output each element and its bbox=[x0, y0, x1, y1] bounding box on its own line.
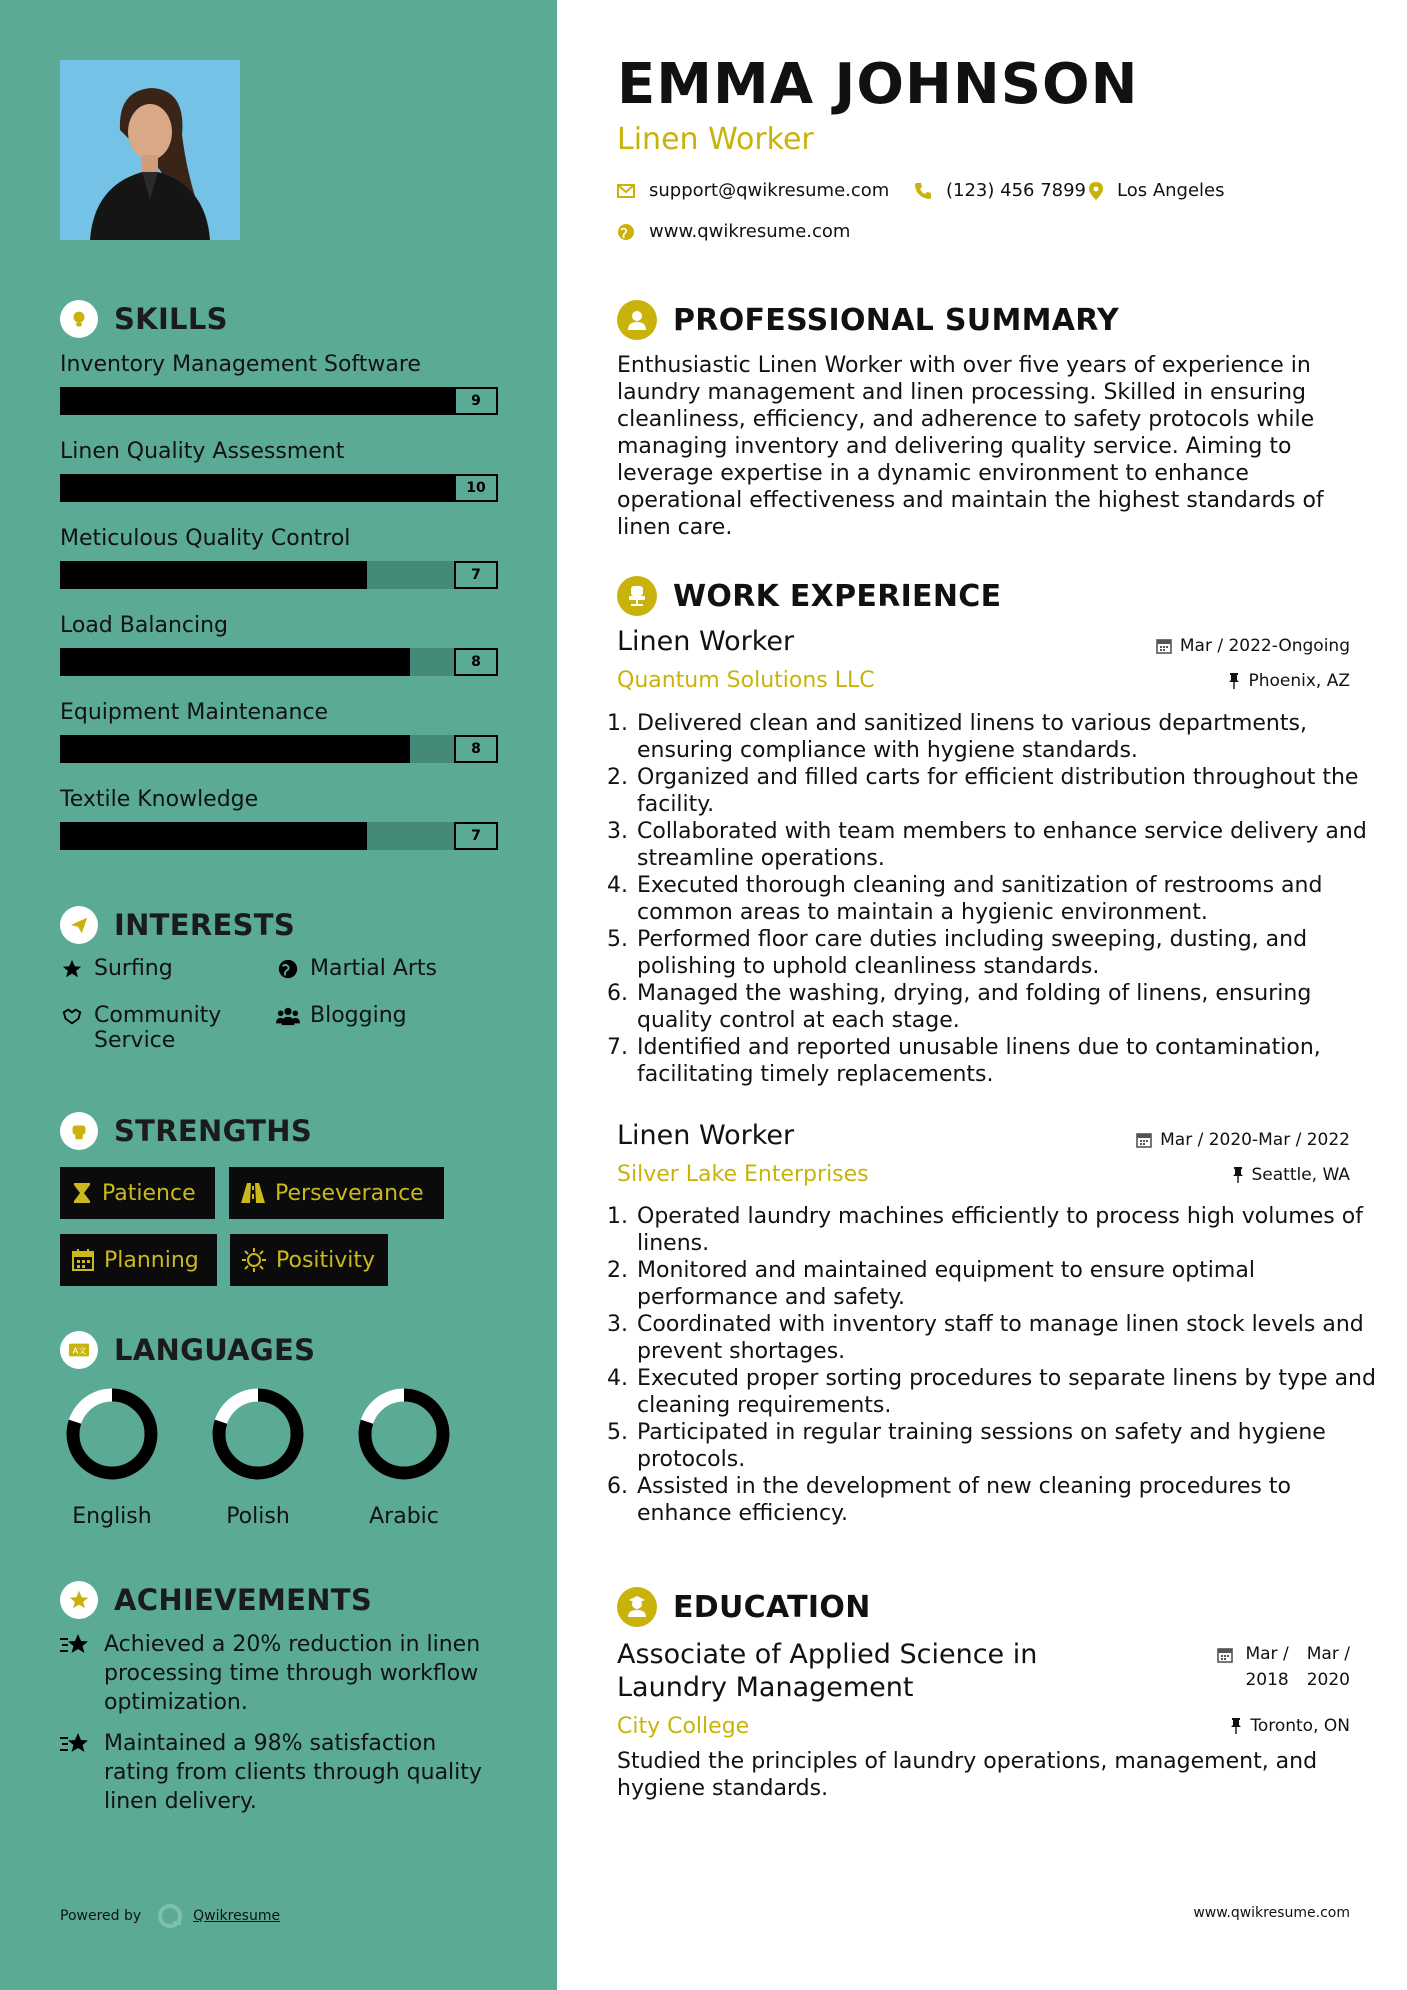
strength-chip bbox=[230, 1234, 388, 1286]
job-location bbox=[1228, 671, 1350, 691]
duty-item: 5. Performed floor care duties including sweeping, dusting, and polishing to uphold cleanliness standards. bbox=[635, 926, 1385, 980]
duty-item: 6. Assisted in the development of new cleaning procedures to enhance efficiency. bbox=[635, 1473, 1385, 1527]
interest-item bbox=[60, 956, 173, 981]
interest-label: Community Service bbox=[94, 1003, 222, 1053]
duty-item: 3. Coordinated with inventory staff to manage linen stock levels and prevent shortages. bbox=[635, 1311, 1385, 1365]
job-location-text: Seattle, WA bbox=[1251, 1165, 1350, 1185]
language-item bbox=[198, 1386, 318, 1529]
skill-name: Textile Knowledge bbox=[60, 787, 259, 812]
job-date bbox=[1156, 636, 1350, 656]
skill-name: Linen Quality Assessment bbox=[60, 439, 345, 464]
interest-label: Surfing bbox=[94, 956, 173, 981]
skill-bar-fill bbox=[60, 387, 454, 415]
main-content bbox=[557, 0, 1407, 1990]
handshake-icon bbox=[60, 1003, 84, 1027]
skills-header bbox=[60, 300, 228, 338]
pushpin-icon bbox=[1228, 673, 1240, 689]
email-text: support@qwikresume.com bbox=[649, 180, 890, 201]
skill-bar bbox=[60, 822, 498, 850]
company-name: Quantum Solutions LLC bbox=[617, 668, 875, 693]
skill-level: 7 bbox=[454, 561, 498, 589]
skill-item bbox=[60, 700, 498, 763]
summary-header bbox=[617, 300, 1119, 340]
paper-plane-icon bbox=[60, 906, 98, 944]
company-name: Silver Lake Enterprises bbox=[617, 1162, 869, 1187]
job-title: Linen Worker bbox=[617, 1120, 795, 1151]
skill-item bbox=[60, 787, 498, 850]
strength-chip bbox=[60, 1234, 217, 1286]
languages-header bbox=[60, 1331, 315, 1369]
language-ring bbox=[356, 1386, 452, 1482]
skill-name: Inventory Management Software bbox=[60, 352, 421, 377]
duty-item: 5. Participated in regular training sessions on safety and hygiene protocols. bbox=[635, 1419, 1385, 1473]
calendar-icon bbox=[1136, 1132, 1152, 1148]
language-item bbox=[344, 1386, 464, 1529]
education-end-month: Mar / bbox=[1306, 1644, 1350, 1664]
skill-bar bbox=[60, 561, 498, 589]
summary-title: PROFESSIONAL SUMMARY bbox=[673, 302, 1120, 338]
strengths-header bbox=[60, 1112, 312, 1150]
job-date-text: Mar / 2020-Mar / 2022 bbox=[1160, 1130, 1350, 1150]
phone-text: (123) 456 7899 bbox=[946, 180, 1087, 201]
skill-item bbox=[60, 439, 498, 502]
job-location bbox=[1232, 1165, 1351, 1185]
experience-header bbox=[617, 576, 1001, 616]
job-title: Linen Worker bbox=[617, 626, 795, 657]
skill-bar-fill bbox=[60, 648, 410, 676]
strength-chip bbox=[229, 1167, 444, 1219]
strength-label: Perseverance bbox=[275, 1180, 424, 1206]
phone-icon bbox=[914, 182, 932, 200]
skill-bar-fill bbox=[60, 735, 410, 763]
footer-powered bbox=[60, 1903, 280, 1929]
candidate-name: EMMA JOHNSON bbox=[617, 52, 1139, 117]
qwikresume-link[interactable]: Qwikresume bbox=[193, 1908, 281, 1924]
achievements-title: ACHIEVEMENTS bbox=[114, 1583, 373, 1617]
star-trophy-icon bbox=[60, 1729, 92, 1816]
experience-title: WORK EXPERIENCE bbox=[673, 578, 1002, 614]
duty-item: 7. Identified and reported unusable linens due to contamination, facilitating timely replacements. bbox=[635, 1034, 1385, 1088]
school-name: City College bbox=[617, 1714, 750, 1739]
strength-label: Positivity bbox=[276, 1247, 376, 1273]
language-ring bbox=[210, 1386, 306, 1482]
education-end-year: 2020 bbox=[1306, 1670, 1350, 1690]
job-location-text: Phoenix, AZ bbox=[1248, 671, 1350, 691]
candidate-role: Linen Worker bbox=[617, 122, 814, 157]
envelope-icon bbox=[617, 184, 635, 198]
website-text: www.qwikresume.com bbox=[649, 221, 851, 242]
svg-text:A文: A文 bbox=[72, 1345, 87, 1356]
road-icon bbox=[241, 1183, 265, 1203]
school-location bbox=[1230, 1716, 1350, 1736]
job-date bbox=[1136, 1130, 1350, 1150]
duty-item: 4. Executed thorough cleaning and sanitization of restrooms and common areas to maintain a hygienic environment. bbox=[635, 872, 1385, 926]
education-start bbox=[1245, 1641, 1288, 1693]
achievement-item bbox=[60, 1630, 500, 1717]
calendar-icon bbox=[72, 1249, 94, 1271]
duty-item: 4. Executed proper sorting procedures to separate linens by type and cleaning requirements. bbox=[635, 1365, 1385, 1419]
skill-bar bbox=[60, 648, 498, 676]
duty-item: 1. Operated laundry machines efficiently to process high volumes of linens. bbox=[635, 1203, 1385, 1257]
skill-item bbox=[60, 352, 498, 415]
skill-name: Meticulous Quality Control bbox=[60, 526, 351, 551]
skill-bar bbox=[60, 474, 498, 502]
interests-header bbox=[60, 906, 295, 944]
skill-bar-fill bbox=[60, 561, 367, 589]
user-icon bbox=[617, 300, 657, 340]
education-dates bbox=[1217, 1641, 1350, 1693]
profile-photo bbox=[60, 60, 240, 240]
users-icon bbox=[276, 1003, 300, 1027]
school-location-text: Toronto, ON bbox=[1250, 1716, 1350, 1736]
duty-item: 1. Delivered clean and sanitized linens to various departments, ensuring compliance with hygiene standards. bbox=[635, 710, 1385, 764]
calendar-icon bbox=[1156, 638, 1172, 654]
job-duties-list bbox=[610, 710, 1385, 1088]
star-trophy-icon bbox=[60, 1630, 92, 1717]
job-duties-list bbox=[610, 1203, 1385, 1527]
achievement-item bbox=[60, 1729, 500, 1816]
skill-bar-fill bbox=[60, 474, 498, 502]
interest-item bbox=[60, 1003, 260, 1053]
location-text: Los Angeles bbox=[1117, 180, 1225, 201]
graduate-icon bbox=[617, 1587, 657, 1627]
summary-text: Enthusiastic Linen Worker with over five years of experience in laundry management and linen processing. Skilled in ensuring cleanliness, efficiency, and adherence to safety protocols while managing inventory and delivering quality service. Aiming to leverage expertise in a dynamic environment to enhance operational effectiveness and maintain the highest standards of linen care. bbox=[617, 353, 1324, 540]
skill-level: 8 bbox=[454, 735, 498, 763]
interests-title: INTERESTS bbox=[114, 908, 296, 942]
duty-item: 6. Managed the washing, drying, and folding of linens, ensuring quality control at each stage. bbox=[635, 980, 1385, 1034]
globe-icon bbox=[617, 223, 635, 241]
duty-item: 3. Collaborated with team members to enhance service delivery and streamline operations. bbox=[635, 818, 1385, 872]
language-name: Arabic bbox=[369, 1504, 439, 1529]
skill-name: Load Balancing bbox=[60, 613, 228, 638]
skill-item bbox=[60, 613, 498, 676]
powered-by-label: Powered by bbox=[60, 1908, 142, 1924]
sidebar bbox=[0, 0, 557, 1990]
hourglass-icon bbox=[72, 1182, 92, 1204]
achievements-header bbox=[60, 1581, 372, 1619]
job-date-text: Mar / 2022-Ongoing bbox=[1179, 636, 1350, 656]
education-start-year: 2018 bbox=[1245, 1670, 1289, 1690]
duty-item: 2. Organized and filled carts for efficient distribution throughout the facility. bbox=[635, 764, 1385, 818]
achievement-text: Maintained a 98% satisfaction rating from clients through quality linen delivery. bbox=[104, 1731, 482, 1814]
language-name: English bbox=[72, 1504, 152, 1529]
strengths-title: STRENGTHS bbox=[114, 1114, 313, 1148]
skill-bar-fill bbox=[60, 822, 367, 850]
skill-bar bbox=[60, 735, 498, 763]
skill-level: 8 bbox=[454, 648, 498, 676]
contact-location bbox=[1089, 180, 1225, 201]
education-title: EDUCATION bbox=[673, 1589, 871, 1625]
pushpin-icon bbox=[1232, 1167, 1244, 1183]
education-header bbox=[617, 1587, 871, 1627]
duty-item: 2. Monitored and maintained equipment to ensure optimal performance and safety. bbox=[635, 1257, 1385, 1311]
skill-level: 7 bbox=[454, 822, 498, 850]
language-item bbox=[52, 1386, 172, 1529]
skills-title: SKILLS bbox=[114, 302, 228, 336]
education-end bbox=[1307, 1641, 1350, 1693]
strength-label: Patience bbox=[102, 1180, 196, 1206]
pushpin-icon bbox=[1230, 1718, 1242, 1734]
skill-level: 9 bbox=[454, 387, 498, 415]
languages-title: LANGUAGES bbox=[114, 1333, 316, 1367]
achievement-text: Achieved a 20% reduction in linen processing time through workflow optimization. bbox=[104, 1632, 481, 1715]
degree-title: Associate of Applied Science in Laundry Management bbox=[617, 1639, 1038, 1703]
education-start-month: Mar / bbox=[1245, 1644, 1289, 1664]
fist-icon bbox=[60, 1112, 98, 1150]
lightbulb-icon bbox=[60, 300, 98, 338]
footer-website[interactable]: www.qwikresume.com bbox=[1193, 1905, 1350, 1921]
interest-label: Blogging bbox=[310, 1003, 407, 1028]
map-pin-icon bbox=[1089, 182, 1103, 200]
education-description: Studied the principles of laundry operations, management, and hygiene standards. bbox=[617, 1749, 1318, 1801]
skill-name: Equipment Maintenance bbox=[60, 700, 329, 725]
chair-icon bbox=[617, 576, 657, 616]
interest-item bbox=[276, 1003, 407, 1028]
calendar-icon bbox=[1217, 1641, 1233, 1663]
language-ring bbox=[64, 1386, 160, 1482]
language-icon bbox=[60, 1331, 98, 1369]
skill-item bbox=[60, 526, 498, 589]
strength-chip bbox=[60, 1167, 215, 1219]
star-badge-icon bbox=[60, 1581, 98, 1619]
contact-phone[interactable] bbox=[914, 180, 1086, 201]
star-icon bbox=[60, 956, 84, 980]
contact-website[interactable] bbox=[617, 221, 850, 242]
strength-label: Planning bbox=[104, 1247, 199, 1273]
interest-item bbox=[276, 956, 437, 981]
language-name: Polish bbox=[226, 1504, 290, 1529]
qwikresume-logo-icon bbox=[157, 1903, 183, 1929]
skill-level: 10 bbox=[454, 474, 498, 502]
interest-label: Martial Arts bbox=[310, 956, 438, 981]
sun-icon bbox=[242, 1248, 266, 1272]
globe-icon bbox=[276, 956, 300, 980]
contact-email[interactable] bbox=[617, 180, 889, 201]
skill-bar bbox=[60, 387, 498, 415]
